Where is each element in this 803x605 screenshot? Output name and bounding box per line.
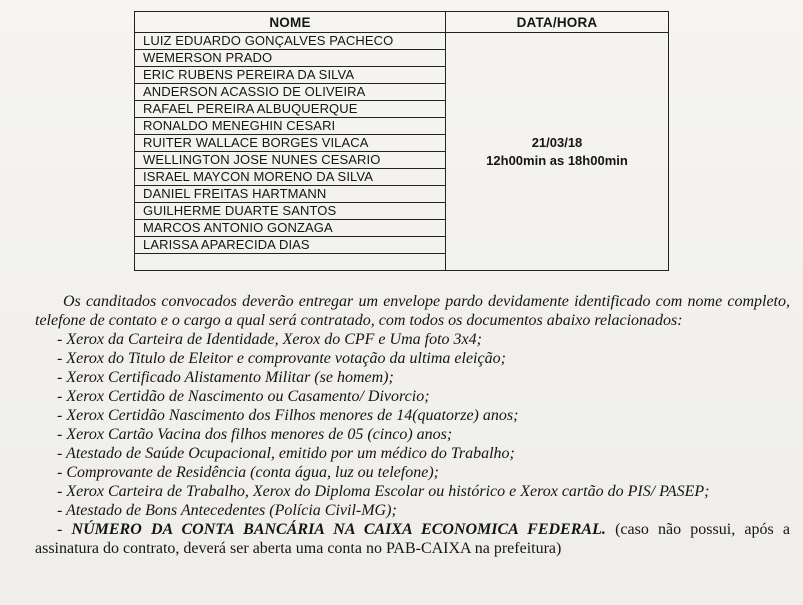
schedule-date: 21/03/18 [531, 134, 583, 150]
bullet-dash: - [57, 521, 63, 538]
candidate-name: RONALDO MENEGHIN CESARI [135, 118, 446, 135]
bullet-dash: - [57, 350, 63, 367]
document-text: Xerox Certidão Nascimento dos Filhos menores de 14(quatorze) anos; [66, 407, 519, 424]
candidate-name-empty [135, 254, 446, 271]
header-datetime: DATA/HORA [446, 12, 669, 33]
document-text: Xerox da Carteira de Identidade, Xerox do CPF e Uma foto 3x4; [66, 331, 482, 348]
list-item [35, 349, 790, 368]
document-text: Atestado de Saúde Ocupacional, emitido por um médico do Trabalho; [66, 445, 515, 462]
list-item [35, 463, 790, 482]
list-item [35, 387, 790, 406]
candidate-name: RUITER WALLACE BORGES VILACA [135, 135, 446, 152]
bullet-dash: - [57, 502, 63, 519]
instructions-block [35, 292, 790, 558]
candidate-name: ISRAEL MAYCON MORENO DA SILVA [135, 169, 446, 186]
bullet-dash: - [57, 445, 63, 462]
bullet-dash: - [57, 464, 63, 481]
list-item [35, 406, 790, 425]
candidate-name: RAFAEL PEREIRA ALBUQUERQUE [135, 101, 446, 118]
list-item [35, 330, 790, 349]
intro-paragraph: Os canditados convocados deverão entregar um envelope pardo devidamente identificado com nome completo, telefone de contato e o cargo a qual será contratado, com todos os documentos abaixo relacionados: [35, 293, 790, 329]
candidate-name: ERIC RUBENS PEREIRA DA SILVA [135, 67, 446, 84]
document-text: Xerox Carteira de Trabalho, Xerox do Diploma Escolar ou histórico e Xerox cartão do PIS/ PASEP; [66, 483, 710, 500]
schedule-cell [446, 33, 669, 271]
bullet-dash: - [57, 483, 63, 500]
header-name: NOME [135, 12, 446, 33]
schedule-time: 12h00min as 18h00min [486, 152, 628, 168]
candidate-name: MARCOS ANTONIO GONZAGA [135, 220, 446, 237]
candidate-name: LARISSA APARECIDA DIAS [135, 237, 446, 254]
document-text: Atestado de Bons Antecedentes (Polícia Civil-MG); [66, 502, 397, 519]
candidate-name: DANIEL FREITAS HARTMANN [135, 186, 446, 203]
table-row [135, 33, 669, 50]
bullet-dash: - [57, 369, 63, 386]
list-item [35, 501, 790, 520]
table-header-row [135, 12, 669, 33]
list-item [35, 368, 790, 387]
list-item-bank-account [35, 520, 790, 558]
candidate-name: WEMERSON PRADO [135, 50, 446, 67]
documents-list [35, 330, 790, 558]
candidates-table [134, 11, 669, 271]
bullet-dash: - [57, 331, 63, 348]
list-item [35, 444, 790, 463]
document-text: Xerox Certidão de Nascimento ou Casamento/ Divorcio; [66, 388, 430, 405]
document-text: Xerox Certificado Alistamento Militar (se homem); [66, 369, 394, 386]
candidate-name: LUIZ EDUARDO GONÇALVES PACHECO [135, 33, 446, 50]
candidate-name: WELLINGTON JOSE NUNES CESARIO [135, 152, 446, 169]
candidate-name: ANDERSON ACASSIO DE OLIVEIRA [135, 84, 446, 101]
bullet-dash: - [57, 407, 63, 424]
bullet-dash: - [57, 426, 63, 443]
bank-account-requirement: NÚMERO DA CONTA BANCÁRIA NA CAIXA ECONOMICA FEDERAL. [71, 521, 606, 538]
list-item [35, 425, 790, 444]
bullet-dash: - [57, 388, 63, 405]
candidate-name: GUILHERME DUARTE SANTOS [135, 203, 446, 220]
bank-account-note: (caso não possui, após a assinatura do contrato, deverá ser aberta uma conta no PAB-CAIXA na prefeitura) [35, 521, 791, 557]
list-item [35, 482, 790, 501]
document-text: Xerox Cartão Vacina dos filhos menores de 05 (cinco) anos; [66, 426, 453, 443]
document-text: Comprovante de Residência (conta água, luz ou telefone); [66, 464, 439, 481]
document-text: Xerox do Titulo de Eleitor e comprovante votação da ultima eleição; [66, 350, 506, 367]
